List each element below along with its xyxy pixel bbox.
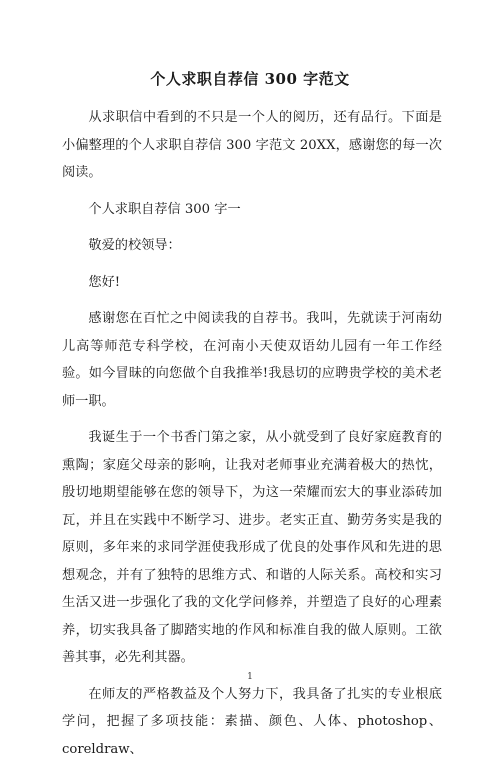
paragraph-skills: 在师友的严格教益及个人努力下，我具备了扎实的专业根底学问，把握了多项技能：素描、颜色、人体、photoshop、coreldraw、 bbox=[62, 681, 442, 763]
paragraph-introduction: 感谢您在百忙之中阅读我的自荐书。我叫，先就读于河南幼儿高等师范专科学校，在河南小天使双语幼儿园有一年工作经验。如今冒昧的向您做个自我推举!我恳切的应聘贵学校的美术老师一职。 bbox=[62, 305, 442, 415]
document-body bbox=[62, 104, 442, 763]
paragraph-background: 我诞生于一个书香门第之家，从小就受到了良好家庭教育的熏陶；家庭父母亲的影响，让我对老师事业充满着极大的热忱，殷切地期望能够在您的领导下，为这一荣耀而宏大的事业添砖加瓦，并且在实践中不断学习、进步。老实正直、勤劳务实是我的原则，多年来的求同学涯使我形成了优良的处事作风和先进的思想观念，并有了独特的思维方式、和谐的人际关系。高校和实习生活又进一步强化了我的文化学问修养，并塑造了良好的心理素养，切实我具备了脚踏实地的作风和标准自我的做人原则。工欲善其事，必先利其器。 bbox=[62, 424, 442, 672]
paragraph-salutation: 敬爱的校领导： bbox=[62, 232, 442, 260]
page-number: 1 bbox=[0, 672, 500, 682]
paragraph-intro: 从求职信中看到的不只是一个人的阅历，还有品行。下面是小偏整理的个人求职自荐信 300 字范文 20XX，感谢您的每一次阅读。 bbox=[62, 104, 442, 187]
paragraph-subtitle: 个人求职自荐信 300 字一 bbox=[62, 196, 442, 224]
document-title: 个人求职自荐信 300 字范文 bbox=[0, 68, 500, 89]
paragraph-greeting: 您好! bbox=[62, 269, 442, 297]
